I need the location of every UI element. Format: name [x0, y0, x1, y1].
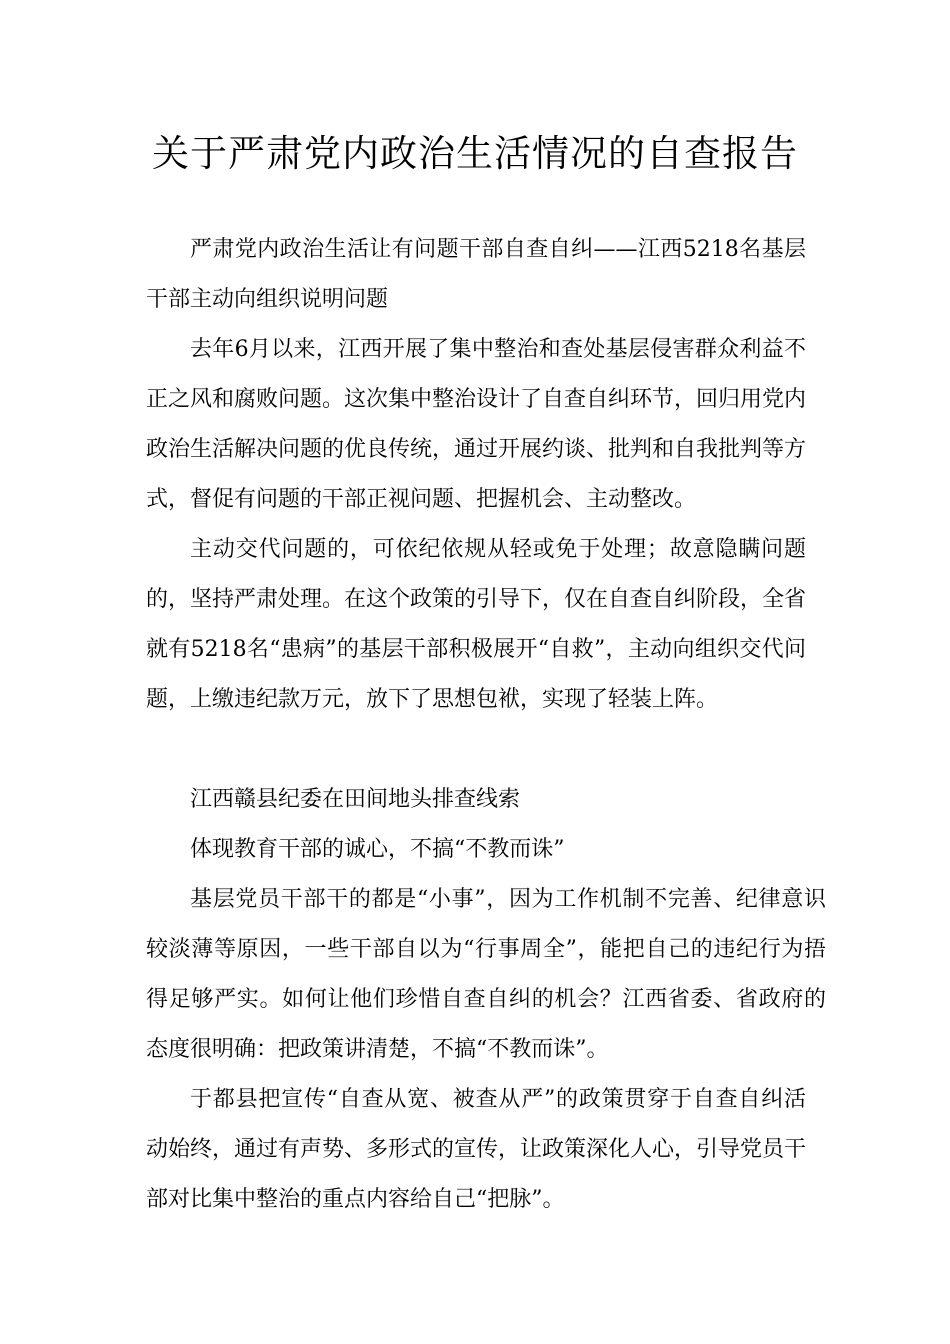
paragraph-subheading: 体现教育干部的诚心，不搞“不教而诛” — [190, 837, 565, 862]
paragraph-policy: 主动交代问题的，可依纪依规从轻或免于处理；故意隐瞒问题的，坚持严肃处理。在这个政策的引导下，仅在自查自纠阶段，全省就有5218名“患病”的基层干部积极展开“自救”，主动向组织交代问题，上缴违纪款万元，放下了思想包袱，实现了轻装上阵。 — [146, 537, 807, 712]
paragraph-yudu-county: 于都县把宣传“自查从宽、被查从严”的政策贯穿于自查自纠活动始终，通过有声势、多形式的宣传，让政策深化人心，引导党员干部对比集中整治的重点内容给自己“把脉”。 — [146, 1087, 807, 1212]
paragraph-background: 去年6月以来，江西开展了集中整治和查处基层侵害群众利益不正之风和腐败问题。这次集中整治设计了自查自纠环节，回归用党内政治生活解决问题的优良传统，通过开展约谈、批判和自我批判等方式，督促有问题的干部正视问题、把握机会、主动整改。 — [146, 337, 807, 512]
paragraph-caption: 江西赣县纪委在田间地头排查线索 — [190, 787, 521, 812]
paragraph-education: 基层党员干部干的都是“小事”，因为工作机制不完善、纪律意识较淡薄等原因，一些干部自以为“行事周全”，能把自己的违纪行为捂得足够严实。如何让他们珍惜自查自纠的机会？江西省委、省政府的态度很明确：把政策讲清楚，不搞“不教而诛”。 — [146, 887, 826, 1062]
paragraph-headline: 严肃党内政治生活让有问题干部自查自纠——江西5218名基层干部主动向组织说明问题 — [146, 237, 806, 312]
document-title: 关于严肃党内政治生活情况的自查报告 — [152, 132, 798, 175]
